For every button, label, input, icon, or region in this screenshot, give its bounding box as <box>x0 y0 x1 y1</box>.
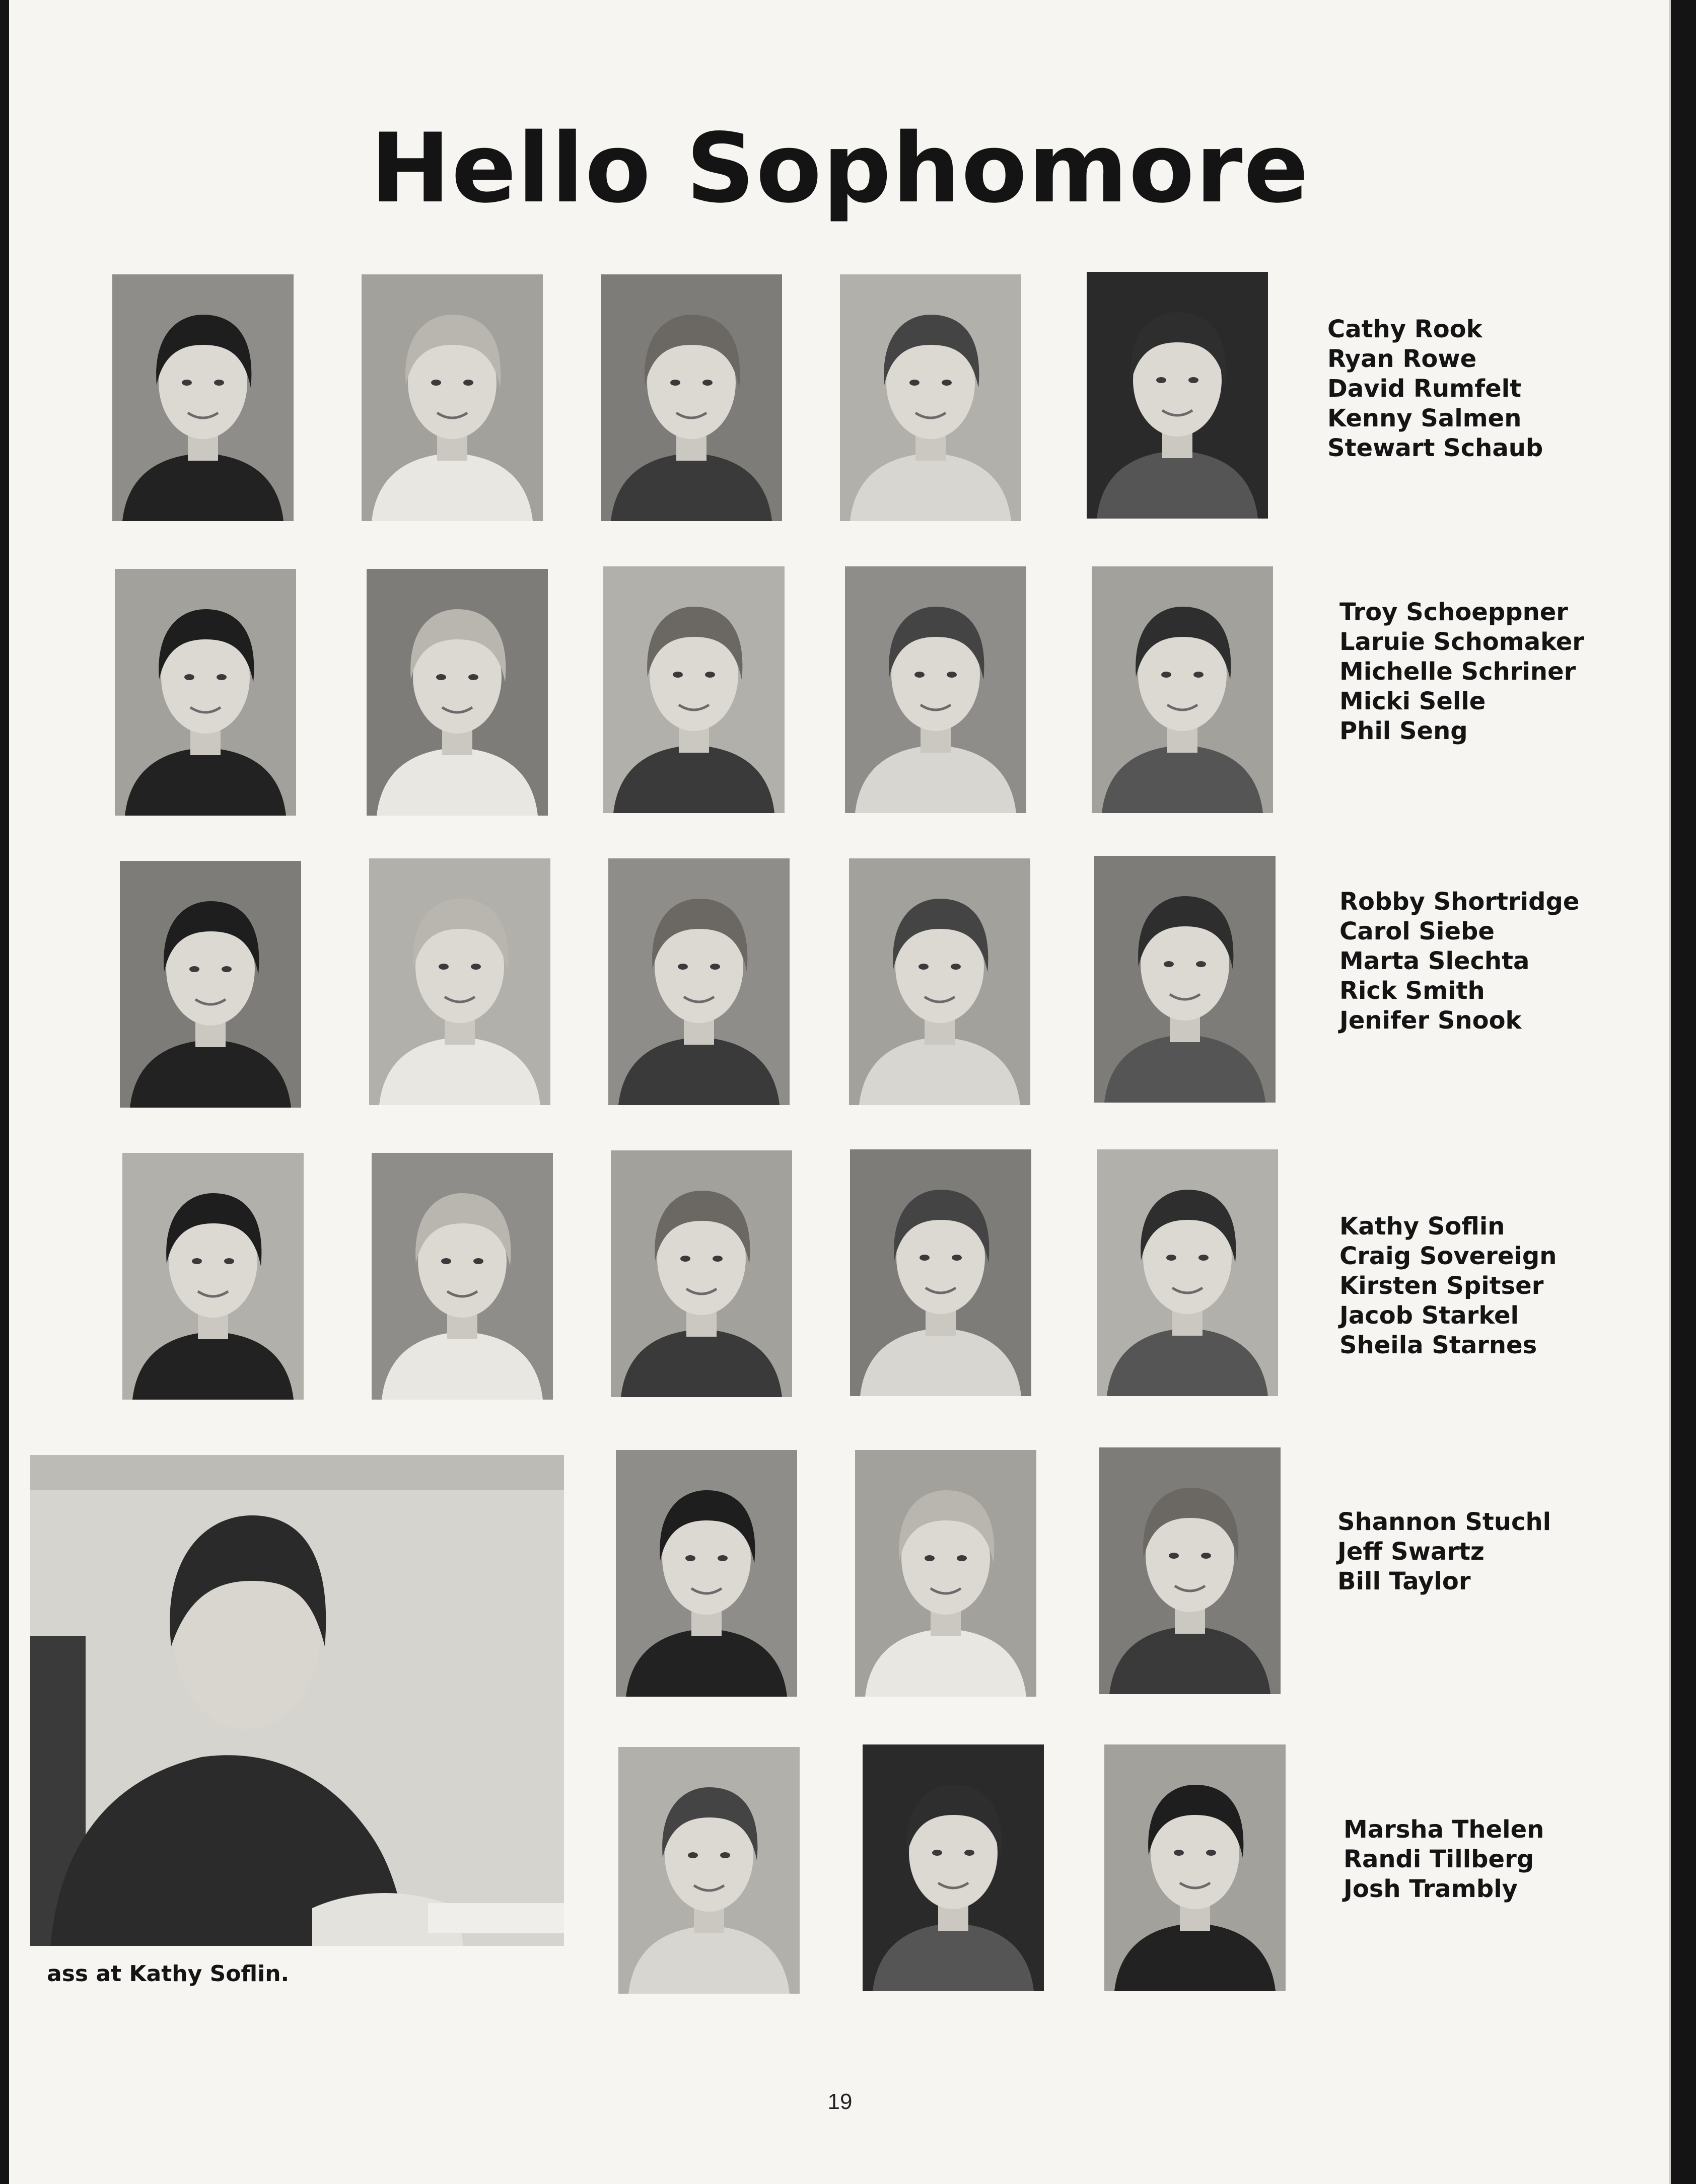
student-name: Marta Slechta <box>1339 947 1530 975</box>
page-edge <box>1669 0 1671 2184</box>
page-title: Hello Sophomore <box>370 113 1310 224</box>
student-name: Cathy Rook <box>1327 315 1482 343</box>
portrait-photo <box>1087 272 1268 519</box>
portrait-photo <box>611 1150 792 1397</box>
student-name: Randi Tillberg <box>1344 1845 1534 1873</box>
portrait-photo <box>601 274 782 521</box>
portrait-photo <box>840 274 1021 521</box>
portrait-photo <box>362 274 543 521</box>
name-list <box>1327 315 1609 463</box>
photo-caption: ass at Kathy Soflin. <box>47 1961 290 1987</box>
portrait-photo <box>1099 1447 1281 1694</box>
student-name: Shannon Stuchl <box>1337 1508 1551 1536</box>
portrait-photo <box>603 566 785 813</box>
student-name: Michelle Schriner <box>1339 658 1576 686</box>
student-name: Marsha Thelen <box>1344 1815 1544 1844</box>
student-name: Troy Schoeppner <box>1339 598 1568 626</box>
portrait-photo <box>863 1744 1044 1991</box>
student-name: Rick Smith <box>1339 977 1485 1005</box>
portrait-photo <box>618 1747 800 1994</box>
student-name: Micki Selle <box>1339 687 1486 715</box>
portrait-photo <box>1104 1744 1286 1991</box>
name-list <box>1339 598 1621 746</box>
student-name: Bill Taylor <box>1337 1567 1471 1595</box>
student-name: Jeff Swartz <box>1337 1538 1485 1566</box>
student-name: Kirsten Spitser <box>1339 1272 1544 1300</box>
portrait-photo <box>1092 566 1273 813</box>
name-list <box>1339 1212 1621 1360</box>
name-list <box>1339 887 1621 1036</box>
student-name: Sheila Starnes <box>1339 1331 1537 1359</box>
portrait-photo <box>120 861 301 1108</box>
student-name: Josh Trambly <box>1344 1875 1518 1903</box>
portrait-photo <box>372 1153 553 1400</box>
student-name: Carol Siebe <box>1339 917 1495 945</box>
portrait-photo <box>845 566 1026 813</box>
name-list <box>1337 1507 1619 1596</box>
student-name: Laruie Schomaker <box>1339 628 1584 656</box>
student-name: Kathy Soflin <box>1339 1212 1505 1241</box>
portrait-photo <box>849 858 1030 1105</box>
student-name: Jacob Starkel <box>1339 1301 1519 1330</box>
page-number: 19 <box>827 2089 853 2114</box>
student-name: David Rumfelt <box>1327 375 1522 403</box>
portrait-photo <box>855 1450 1036 1697</box>
student-name: Stewart Schaub <box>1327 434 1543 462</box>
student-name: Craig Sovereign <box>1339 1242 1557 1270</box>
portrait-photo <box>115 569 296 816</box>
portrait-photo <box>369 858 550 1105</box>
portrait-photo <box>112 274 294 521</box>
yearbook-page <box>9 0 1671 2184</box>
portrait-photo <box>616 1450 797 1697</box>
student-name: Phil Seng <box>1339 717 1468 745</box>
portrait-photo <box>1097 1149 1278 1396</box>
student-name: Jenifer Snook <box>1339 1006 1522 1035</box>
portrait-photo <box>850 1149 1031 1396</box>
student-name: Ryan Rowe <box>1327 345 1477 373</box>
student-name: Kenny Salmen <box>1327 404 1522 432</box>
candid-photo <box>30 1455 564 1946</box>
portrait-photo <box>122 1153 304 1400</box>
portrait-photo <box>367 569 548 816</box>
portrait-photo <box>608 858 790 1105</box>
student-name: Robby Shortridge <box>1339 888 1580 916</box>
name-list <box>1344 1815 1626 1904</box>
portrait-photo <box>1094 856 1276 1103</box>
